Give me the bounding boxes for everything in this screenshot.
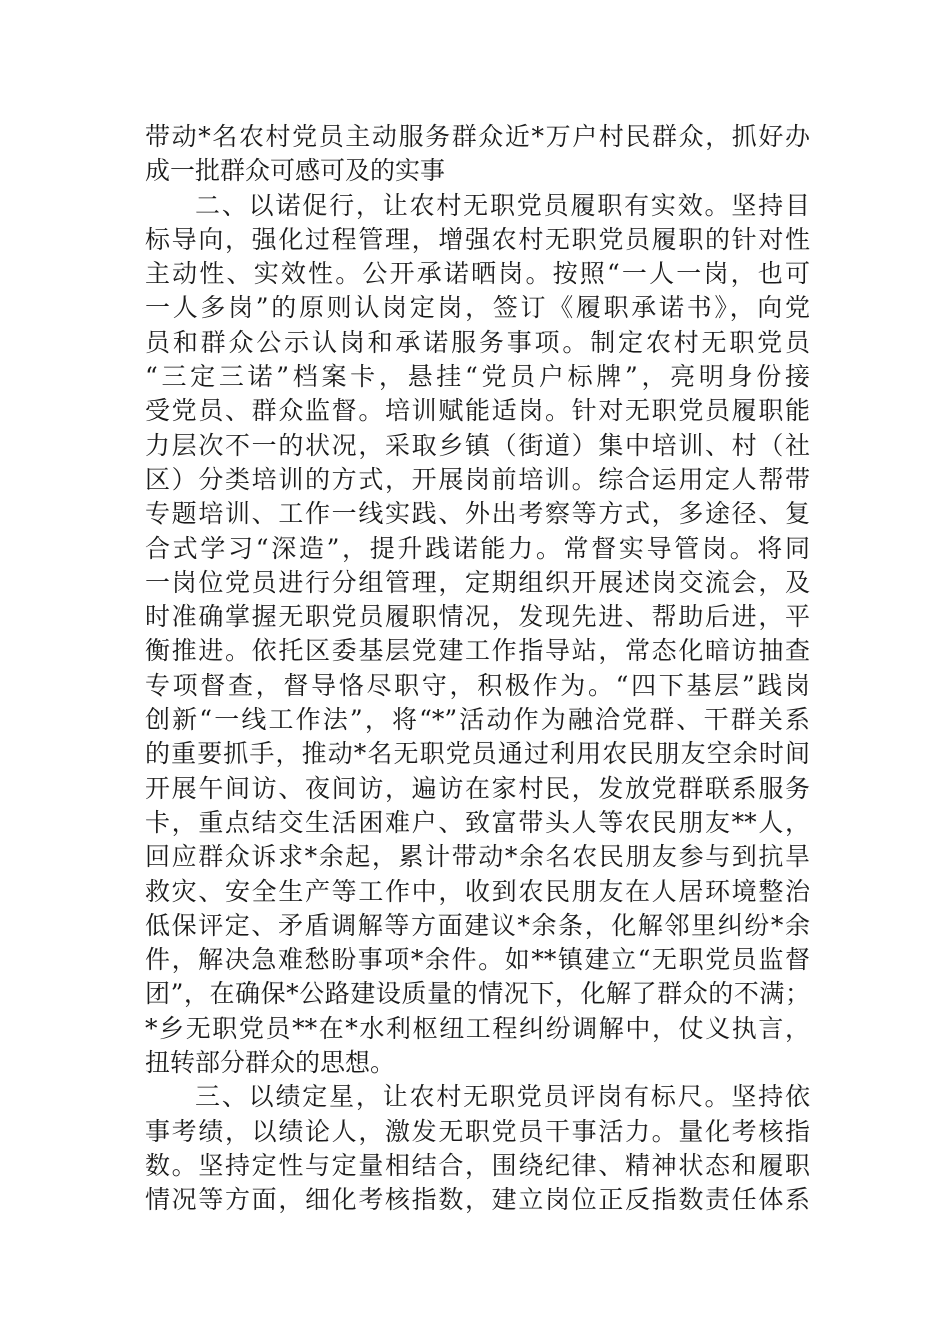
text-line: 扭转部分群众的思想。 [145,1048,396,1078]
text-line: 力层次不一的状况，采取乡镇（街道）集中培训、村（社 [145,430,810,460]
text-line: 事考绩，以绩论人，激发无职党员干事活力。量化考核指 [145,1116,810,1146]
text-line: 卡，重点结交生活困难户、致富带头人等农民朋友**人， [145,807,810,837]
text-line: 时准确掌握无职党员履职情况，发现先进、帮助后进，平 [145,602,810,632]
section-heading-line: 二、以诺促行，让农村无职党员履职有实效。坚持目 [195,190,810,220]
text-line: 团”，在确保*公路建设质量的情况下，化解了群众的不满； [145,979,810,1009]
text-line: 件，解决急难愁盼事项*余件。如**镇建立“无职党员监督 [145,945,810,975]
text-line: 一岗位党员进行分组管理，定期组织开展述岗交流会，及 [145,567,810,597]
text-line: 主动性、实效性。公开承诺晒岗。按照“一人一岗，也可 [145,259,810,289]
text-line: 合式学习“深造”，提升践诺能力。常督实导管岗。将同 [145,533,810,563]
text-line: 数。坚持定性与定量相结合，围绕纪律、精神状态和履职 [145,1150,810,1180]
text-line: 成一批群众可感可及的实事 [145,156,446,186]
text-line: *乡无职党员**在*水利枢纽工程纠纷调解中，仗义执言， [145,1013,810,1043]
text-line: 创新“一线工作法”，将“*”活动作为融洽党群、干群关系 [145,705,810,735]
text-line: “三定三诺”档案卡，悬挂“党员户标牌”，亮明身份接 [145,362,810,392]
text-line: 低保评定、矛盾调解等方面建议*余条，化解邻里纠纷*余 [145,910,810,940]
text-line: 一人多岗”的原则认岗定岗，签订《履职承诺书》，向党 [145,293,810,323]
text-line: 情况等方面，细化考核指数，建立岗位正反指数责任体系 [145,1185,810,1215]
text-line: 回应群众诉求*余起，累计带动*余名农民朋友参与到抗旱 [145,842,810,872]
text-line: 的重要抓手，推动*名无职党员通过利用农民朋友空余时间 [145,739,810,769]
text-line: 救灾、安全生产等工作中，收到农民朋友在人居环境整治 [145,876,810,906]
text-line: 标导向，强化过程管理，增强农村无职党员履职的针对性 [145,224,810,254]
text-line: 衡推进。依托区委基层党建工作指导站，常态化暗访抽查 [145,636,810,666]
text-line: 开展午间访、夜间访，遍访在家村民，发放党群联系服务 [145,773,810,803]
text-line: 带动*名农村党员主动服务群众近*万户村民群众，抓好办 [145,122,810,151]
body-text [145,120,810,1218]
text-line: 专题培训、工作一线实践、外出考察等方式，多途径、复 [145,499,810,529]
section-heading-line: 三、以绩定星，让农村无职党员评岗有标尺。坚持依 [195,1082,810,1112]
text-line: 区）分类培训的方式，开展岗前培训。综合运用定人帮带 [145,464,810,494]
text-line: 受党员、群众监督。培训赋能适岗。针对无职党员履职能 [145,396,810,426]
text-line: 专项督查，督导恪尽职守，积极作为。“四下基层”践岗 [145,670,810,700]
text-line: 员和群众公示认岗和承诺服务事项。制定农村无职党员 [145,327,810,357]
